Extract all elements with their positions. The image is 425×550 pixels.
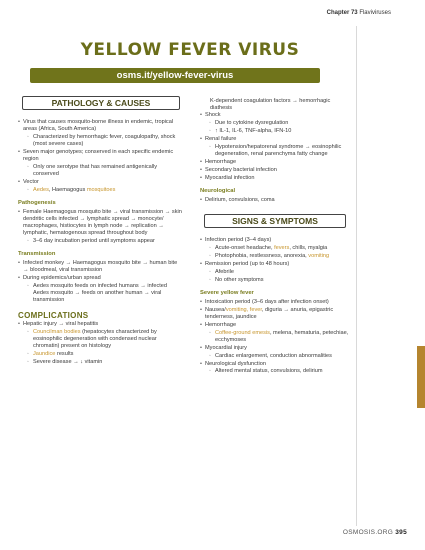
left-column [18,96,184,367]
chapter-name: Flaviviruses [359,10,391,16]
list-item-text: Neurological dysfunction [205,360,266,367]
list-item [18,179,184,186]
list-item [200,175,350,182]
chapter-label: Chapter 73 [326,10,358,16]
complications-list [18,321,184,366]
list-item [18,275,184,304]
sub-list-item: ◦ No other symptoms [205,277,350,284]
coffee-item: ◦ Coffee-ground emesis, melena, hematuria, petechiae, ecchymoses [205,330,350,344]
sub-list-item: ◦ ↑ IL-1, IL-6, TNF-alpha, IFN-10 [205,128,350,135]
list-item: • Hepatic injury → viral hepatitis ◦ Councilman bodies (hepatocytes characterized by eosinophilic degeneration with condensed nuclear chromatin) present on histology ◦ Jaundice results ◦ Severe disease → ↓ vitamin [18,321,184,366]
list-item [200,159,350,166]
complications-heading: COMPLICATIONS [18,311,89,321]
list-item-text: Shock [205,112,221,119]
list-item-text: Myocardial injury [205,344,247,351]
transmission-heading: Transmission [18,251,56,257]
sub-list-item: ◦ Altered mental status, convulsions, delirium [205,368,350,375]
photophobia-item: ◦ Photophobia, restlessness, anorexia, vomiting [205,253,350,260]
list-item-text: Secondary bacterial infection [205,166,277,173]
sub-list [205,120,350,135]
symptoms-rest-list [200,345,350,375]
sub-list [205,353,350,360]
list-item [200,167,350,174]
sub-list [23,238,184,245]
neurological-heading: Neurological [200,188,236,195]
neurological-list [200,197,350,204]
osmosis-link[interactable]: osms.it/yellow-fever-virus [30,68,320,83]
remission-list [200,261,350,284]
list-item-text: Renal failure [205,135,237,142]
column-divider [356,26,357,526]
sub-list [23,164,184,178]
sub-list-item: ◦ Only one serotype that has remained antigenically conserved [23,164,184,178]
sub-list [23,283,184,304]
councilman-item: ◦ Councilman bodies (hepatocytes characterized by eosinophilic degeneration with condensed nuclear chromatin) present on histology [23,329,184,350]
list-item [18,119,184,148]
list-item [200,112,350,135]
footer-site: OSMOSIS.ORG [342,529,394,536]
list-item [200,345,350,360]
severe-disease-item: ◦ Severe disease → ↓ vitamin [23,359,184,366]
list-item-text: Delirium, convulsions, coma [205,197,275,204]
sub-list-item: ◦ Due to cytokine dysregulation [205,120,350,127]
page-title: YELLOW FEVER VIRUS [80,40,300,60]
sub-list [205,368,350,375]
sub-list-item: ◦ Hypotension/hepatorenal syndrome → eosinophilic degeneration, renal parenchyma fatty change [205,144,350,158]
list-item [18,149,184,178]
nausea-item: • Nausea/vomiting, fever, diguria → anuria, epigastric tenderness, jaundice [200,307,350,321]
list-item [200,197,350,204]
sub-list [205,269,350,284]
list-item-text: Female Haemagogus mosquito bite → viral transmission → skin dendritic cells infected → lymphatic spread → monocyte/ macrophages, histiocytes in lymph node → replication → lymphatic, hematogenous spread throughout body [23,209,182,237]
chapter-header [327,10,391,16]
intro-list [18,119,184,186]
pathogenesis-list [18,209,184,245]
continued-text: K-dependent coagulation factors → hemorrhagic diathesis [210,98,331,112]
vector-sublist [23,187,184,194]
severe-list [200,299,350,344]
list-item-text: Remission period (up to 48 hours) [205,261,290,267]
list-item-text: During epidemics/urban spread [23,275,101,282]
list-item-text: Seven major genotypes; conserved in each specific endemic region [23,148,174,162]
page-footer [343,529,407,536]
signs-heading: SIGNS & SYMPTOMS [204,214,346,228]
list-item [200,361,350,376]
sub-list-item: ◦ Characterized by hemorrhagic fever, coagulopathy, shock (most severe cases) [23,134,184,148]
list-item-text: Virus that causes mosquito-borne illness in endemic, tropical areas (Africa, South America) [23,119,174,133]
list-item [200,261,350,284]
sub-list-item: ◦ Afebrile [205,269,350,276]
complications-cont-list [200,112,350,182]
list-item [18,260,184,274]
pathology-heading: PATHOLOGY & CAUSES [22,96,180,110]
sub-list [205,144,350,158]
sub-list-item: ◦ Aedes mosquito feeds on infected humans → infected Aedes mosquito → feeds on another human → viral transmission [23,283,184,304]
list-item-text: Myocardial infection [205,174,255,181]
acute-item: ◦ Acute-onset headache, fevers, chills, myalgia [205,245,350,252]
infection-list [200,237,350,260]
sub-list-item: ◦ 3–6 day incubation period until symptoms appear [23,238,184,245]
list-item [18,209,184,245]
right-column [200,98,350,376]
list-item-text: Hemorrhage [205,158,237,165]
list-item-text: Infected monkey → Haemagogus mosquito bite → human bite → bloodmeal, viral transmission [23,260,178,274]
severe-heading: Severe yellow fever [200,289,254,296]
page-number: 395 [395,529,407,536]
list-item: • Infection period (3–4 days) ◦ Acute-onset headache, fevers, chills, myalgia ◦ Photophobia, restlessness, anorexia, vomiting [200,237,350,260]
list-item [200,136,350,158]
hemorrhage-item: • Hemorrhage ◦ Coffee-ground emesis, melena, hematuria, petechiae, ecchymoses [200,322,350,344]
intoxication-item: • Intoxication period (3–6 days after infection onset) [200,299,350,306]
transmission-list [18,260,184,304]
list-item-text: Vector [23,178,39,185]
jaundice-item: ◦ Jaundice results [23,351,184,358]
vector-item: ◦ Aedes, Haemagogus mosquitoes [23,187,184,194]
pathogenesis-heading: Pathogenesis [18,199,56,206]
sub-list [23,134,184,148]
chapter-tab [417,346,425,408]
sub-list-item: ◦ Cardiac enlargement, conduction abnormalities [205,353,350,360]
